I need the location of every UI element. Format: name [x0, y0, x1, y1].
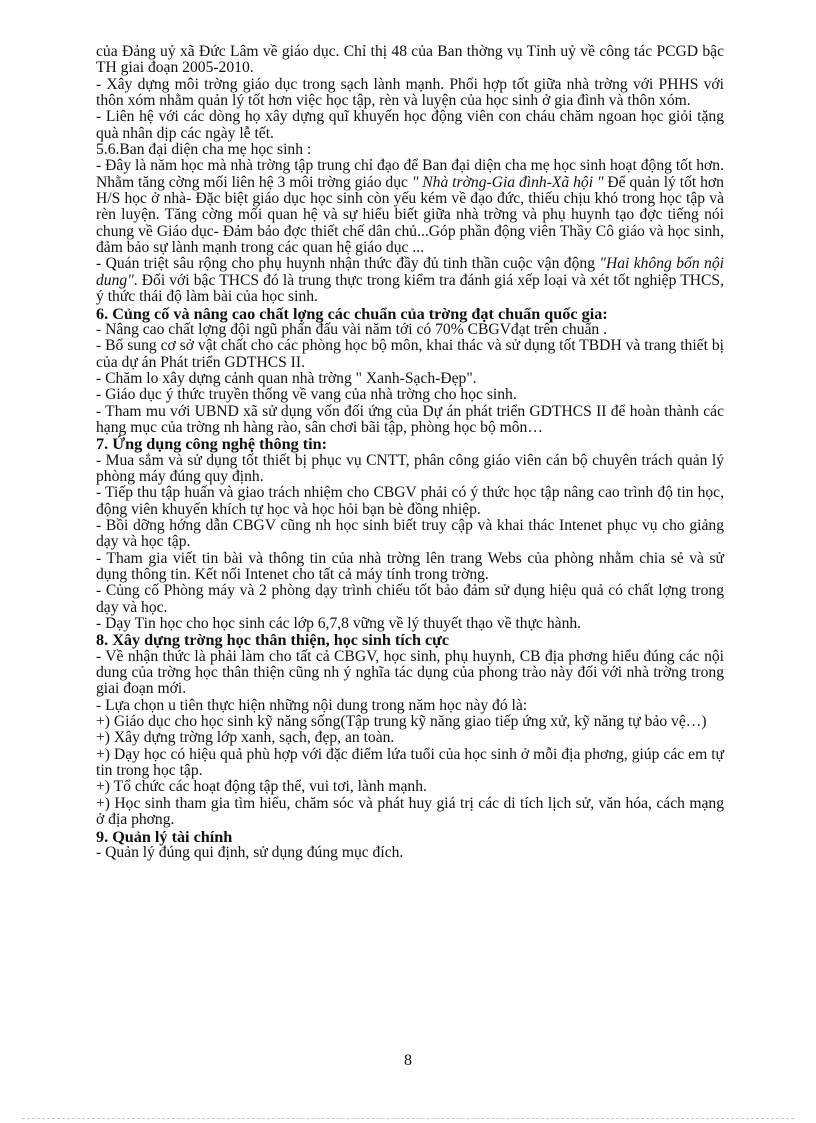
paragraph	[96, 158, 724, 256]
paragraph: của Đảng uỷ xã Đức Lâm về giáo dục. Chỉ thị 48 của Ban thờng vụ Tỉnh uỷ về công tác PCGD bậc TH giai đoạn 2005-2010.	[96, 43, 724, 77]
paragraph: +) Xây dựng trờng lớp xanh, sạch, đẹp, an toàn.	[96, 729, 395, 747]
paragraph: - Củng cố Phòng máy và 2 phòng dạy trình chiếu tốt bảo đảm sử dụng hiệu quả có chất lợng trong dạy và học.	[96, 582, 724, 616]
text-span: Để quản lý tốt hơn H/S học ở nhà- Đặc biệt giáo dục học sinh còn yếu kém về đạo đức, thiếu chịu khó trong học tập và rèn luyện. Tăng cờng mối quan hệ và sự hiểu biết giữa nhà trờng và phụ huynh tạo đợc tiếng nói chung về Giáo dục- Đảm bảo đợc thiết chế dân chủ...Góp phần động viên Thầy Cô giáo và học sinh, đảm bảo sự lành mạnh trong các quan hệ giáo dục ...	[96, 173, 724, 257]
paragraph: - Bổ sung cơ sở vật chất cho các phòng học bộ môn, khai thác và sử dụng tốt TBDH và trang thiết bị của dự án Phát triển GDTHCS II.	[96, 337, 724, 371]
paragraph: - Chăm lo xây dựng cảnh quan nhà trờng " Xanh-Sạch-Đẹp".	[96, 369, 477, 387]
section-heading: 7. Ứng dụng công nghệ thông tin:	[96, 435, 328, 454]
italic-quote: " Nhà trờng-Gia đình-Xã hội "	[411, 173, 604, 191]
paragraph: - Xây dựng môi trờng giáo dục trong sạch lành mạnh. Phối hợp tốt giữa nhà trờng với PHHS với thôn xóm nhằm quản lý tốt hơn việc học tập, rèn và luyện của học sinh ở gia đình và thôn xóm.	[96, 75, 724, 110]
paragraph: - Quản lý đúng qui định, sử dụng đúng mục đích.	[96, 843, 404, 861]
page-bottom-divider	[22, 1118, 794, 1119]
page-number: 8	[404, 1052, 412, 1069]
document-body	[96, 44, 724, 861]
text-span: - Quán triệt sâu rộng cho phụ huynh nhận thức đầy đủ tinh thần cuộc vận động	[96, 255, 595, 273]
paragraph: - Tham gia viết tin bài và thông tin của nhà trờng lên trang Webs của phòng nhằm chia sẻ và sử dụng thông tin. Kết nối Intenet cho tất cả máy tính trong trờng.	[96, 549, 724, 583]
paragraph: - Mua sắm và sử dụng tốt thiết bị phục vụ CNTT, phân công giáo viên cán bộ chuyên trách quản lý phòng máy đúng quy định.	[96, 451, 724, 485]
paragraph: - Dạy Tin học cho học sinh các lớp 6,7,8 vững về lý thuyết thạo về thực hành.	[96, 615, 582, 633]
paragraph	[96, 256, 724, 305]
section-heading: 8. Xây dựng trờng học thân thiện, học sinh tích cực	[96, 631, 450, 650]
section-heading: 9. Quản lý tài chính	[96, 827, 233, 846]
paragraph: - Về nhận thức là phải làm cho tất cả CBGV, học sinh, phụ huynh, CB địa phơng hiểu đúng các nội dung của trờng học thân thiện cũng nh ý nghĩa tác dụng của phong trào này đối với nhà trờng trong giai đoạn mới.	[96, 647, 724, 698]
text-span: - Đây là năm học mà nhà trờng tập trung chỉ đạo để Ban đại diện cha mẹ học sinh hoạt động tốt hơn. Nhằm tăng cờng mối liên hệ 3 môi trờng giáo dục	[96, 157, 724, 191]
paragraph: - Bồi dỡng hớng dẫn CBGV cũng nh học sinh biết truy cập và khai thác Intenet phục vụ cho giảng dạy và học tập.	[96, 516, 724, 551]
paragraph: - Lựa chọn u tiên thực hiện những nội dung trong năm học này đó là:	[96, 696, 528, 714]
text-span: . Đối với bậc THCS đó là trung thực trong kiểm tra đánh giá xếp loại và xét tốt nghiệp THCS, ý thức thái độ làm bài của học sinh.	[96, 271, 724, 306]
paragraph: +) Tổ chức các hoạt động tập thể, vui tơi, lành mạnh.	[96, 778, 427, 796]
paragraph: - Giáo dục ý thức truyền thống về vang của nhà trờng cho học sinh.	[96, 386, 517, 404]
paragraph: - Liên hệ với các dòng họ xây dựng quĩ khuyến học động viên con cháu chăm ngoan học giỏi tặng quà nhân dịp các ngày lễ tết.	[96, 108, 724, 142]
paragraph: - Nâng cao chất lợng đội ngũ phấn đấu vài năm tới có 70% CBGVđạt trên chuẩn .	[96, 320, 608, 338]
paragraph: +) Học sinh tham gia tìm hiểu, chăm sóc và phát huy giá trị các di tích lịch sử, văn hóa, cách mạng ở địa phơng.	[96, 794, 724, 829]
section-heading: 6. Củng cố và nâng cao chất lợng các chuẩn của trờng đạt chuẩn quốc gia:	[96, 304, 608, 323]
paragraph: - Tiếp thu tập huấn và giao trách nhiệm cho CBGV phải có ý thức học tập nâng cao trình độ tin học, động viên khuyến khích tự học và học hỏi bạn bè đồng nhiệp.	[96, 484, 724, 518]
italic-quote: "Hai không bốn nội dung"	[96, 255, 724, 289]
paragraph: +) Giáo dục cho học sinh kỹ năng sống(Tập trung kỹ năng giao tiếp ứng xử, kỹ năng tự bảo vệ…)	[96, 713, 707, 731]
subheading: 5.6.Ban đại diện cha mẹ học sinh :	[96, 141, 312, 159]
paragraph: - Tham mu với UBND xã sử dụng vốn đối ứng của Dự án phát triển GDTHCS II để hoàn thành các hạng mục của trờng nh hàng rào, sân chơi bãi tập, phòng học bộ môn…	[96, 402, 724, 436]
paragraph: +) Dạy học có hiệu quả phù hợp với đặc điểm lứa tuổi của học sinh ở mỗi địa phơng, giúp các em tự tin trong học tập.	[96, 745, 724, 780]
